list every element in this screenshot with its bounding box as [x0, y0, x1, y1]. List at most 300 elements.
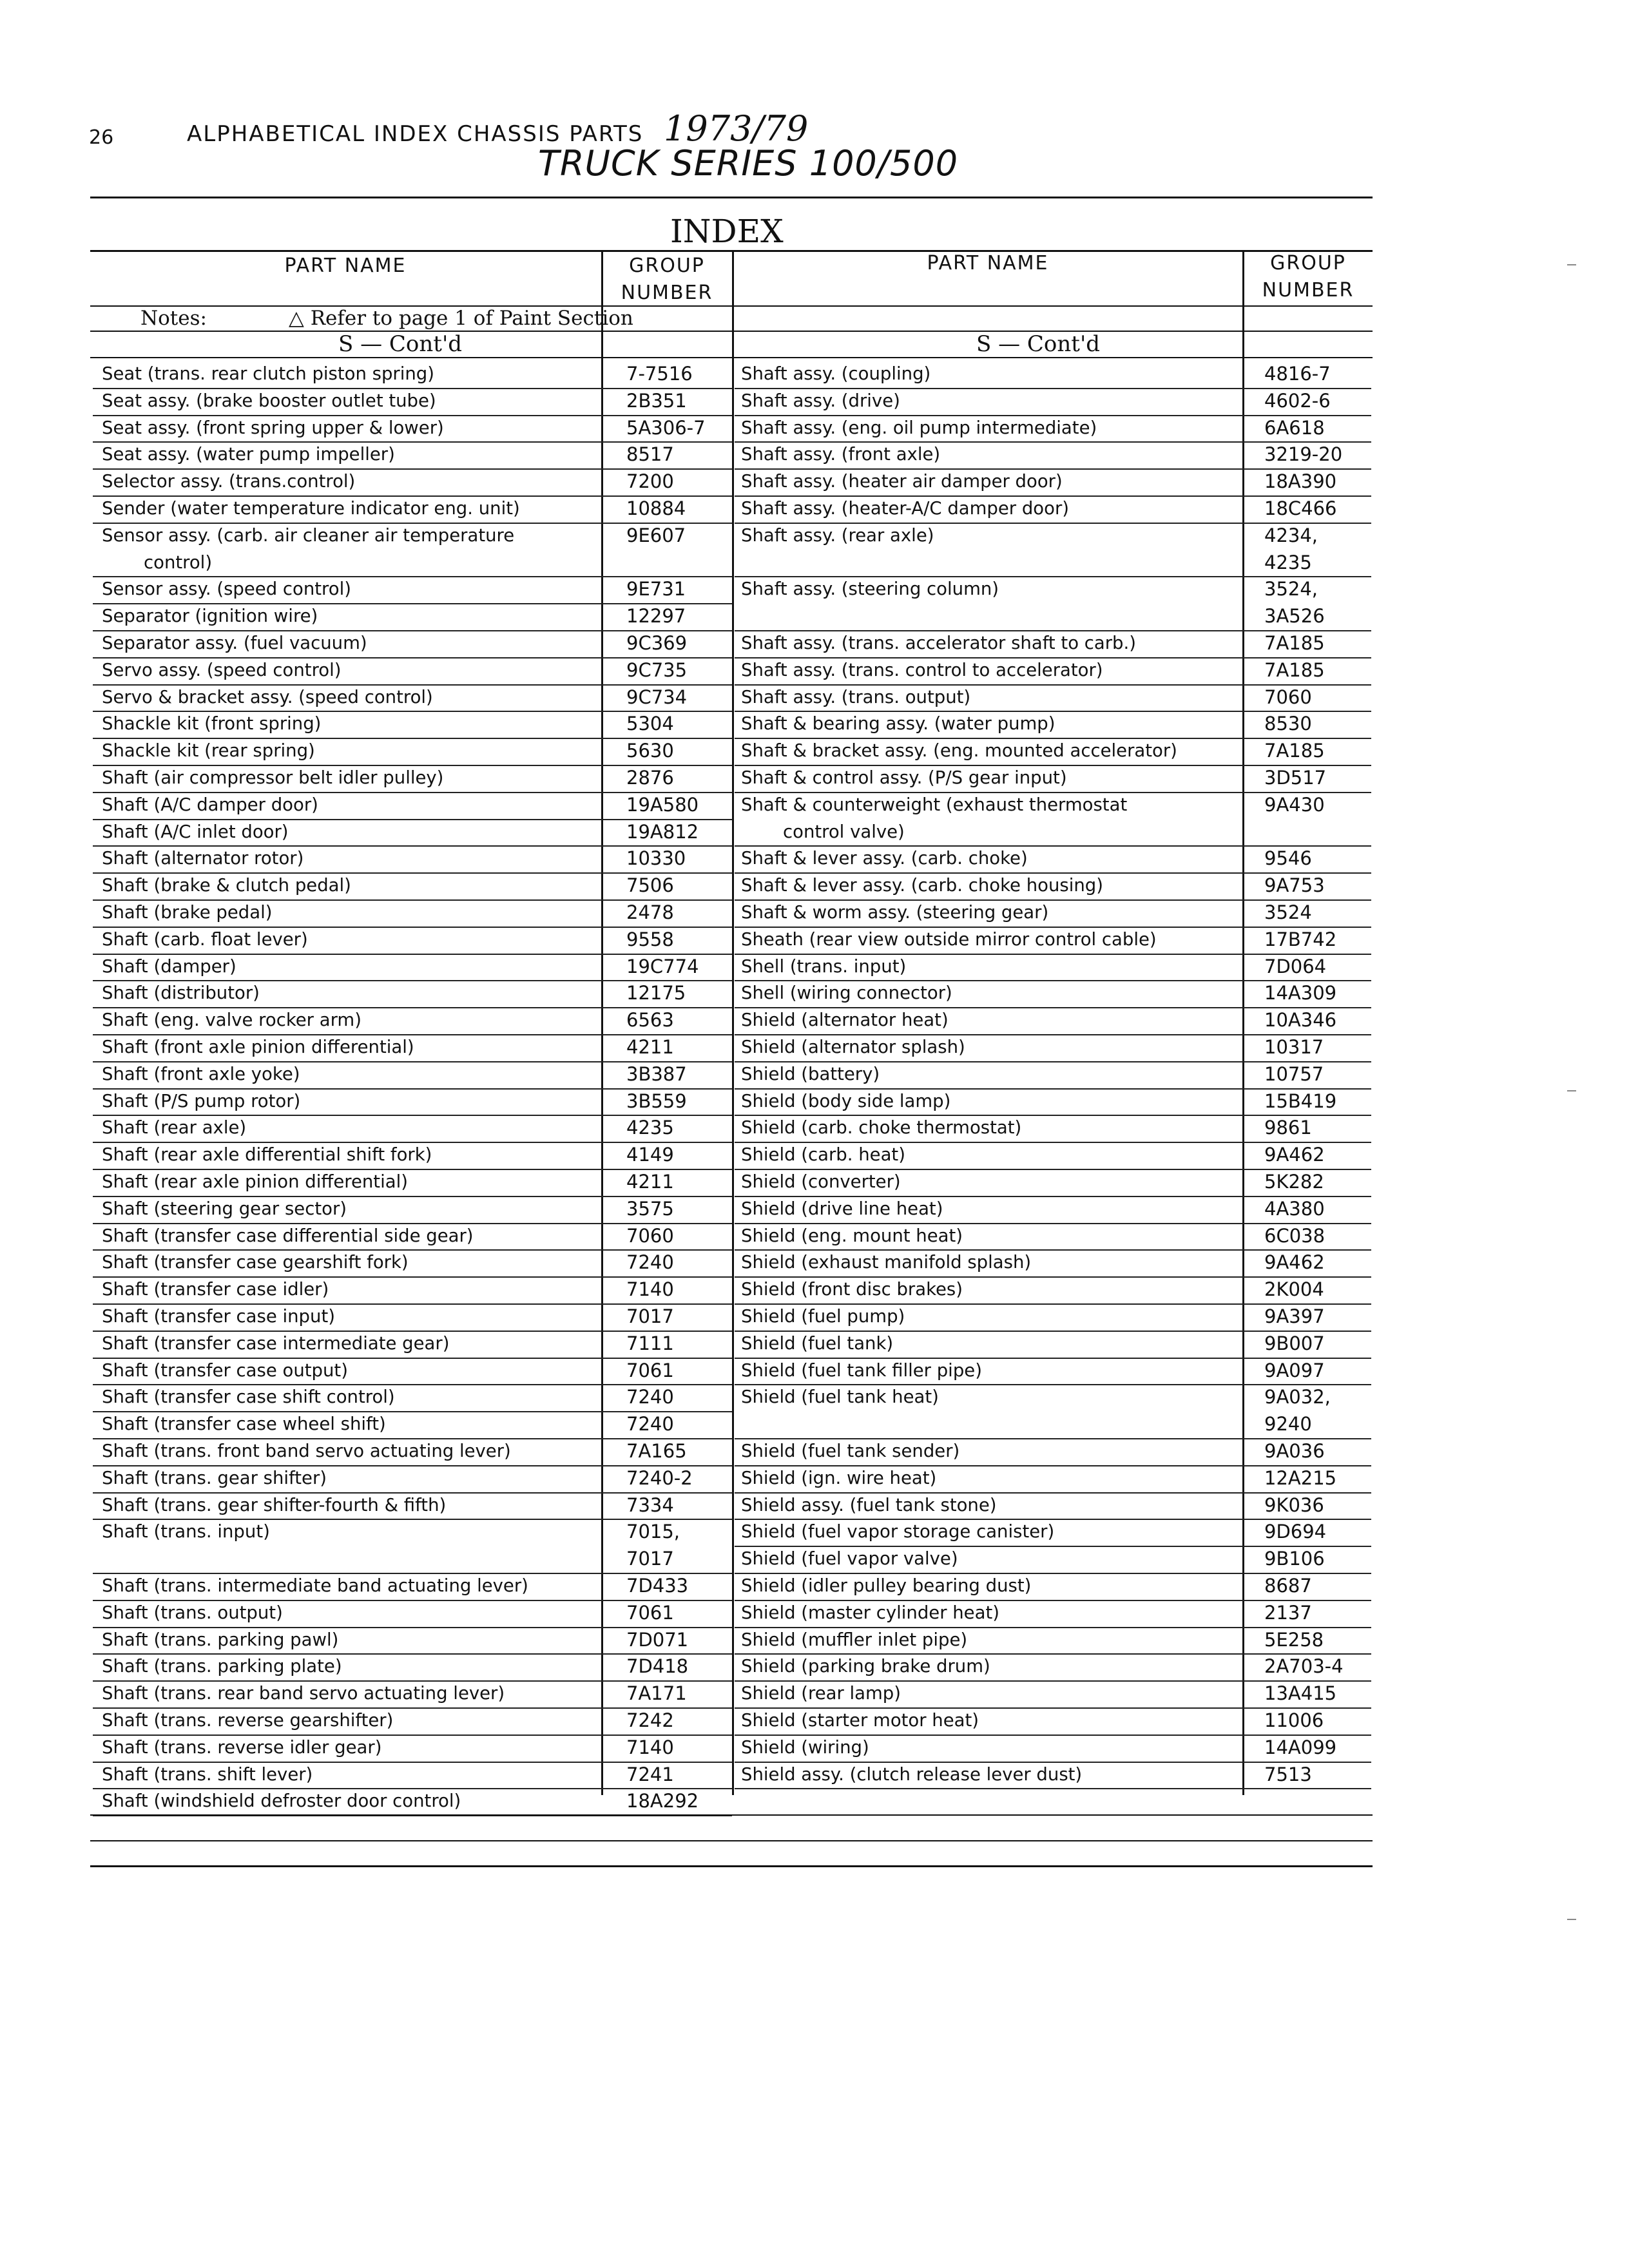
part-name-continued: control valve): [783, 821, 905, 842]
table-row: [735, 711, 1371, 739]
table-row: [93, 765, 732, 793]
part-name: Shield (alternator splash): [741, 1037, 965, 1057]
group-number: 7A185: [1264, 632, 1325, 654]
part-name: Separator (ignition wire): [102, 606, 318, 627]
table-row: [735, 576, 1371, 631]
table-row: [735, 1438, 1371, 1466]
part-name: Shaft assy. (rear axle): [741, 524, 934, 546]
index-title: INDEX: [670, 213, 784, 250]
part-name: Servo assy. (speed control): [102, 659, 342, 680]
table-row: [93, 927, 732, 955]
part-name: Shield (fuel vapor valve): [741, 1548, 958, 1570]
part-name: Shaft (A/C inlet door): [102, 821, 289, 842]
group-number: 12175: [626, 982, 686, 1004]
part-name: Shaft (transfer case differential side gear): [102, 1225, 474, 1246]
table-row: [93, 1492, 732, 1521]
group-number-continued: 4235: [1264, 551, 1312, 573]
part-name: Shaft (rear axle pinion differential): [102, 1171, 408, 1192]
table-row: [93, 1088, 732, 1117]
part-name: Shaft (trans. reverse gearshifter): [102, 1710, 394, 1731]
part-name-continued: control): [144, 552, 213, 573]
group-number: 9E731: [626, 578, 686, 601]
table-row: [93, 1788, 732, 1816]
group-number: 9A097: [1264, 1359, 1325, 1381]
part-name: Shield (eng. mount heat): [741, 1225, 963, 1246]
group-number: 4211: [626, 1036, 674, 1058]
part-name: Shaft assy. (trans. control to accelerator): [741, 659, 1103, 680]
table-row: [93, 1707, 732, 1736]
table-row: [735, 765, 1371, 793]
table-row: [93, 1249, 732, 1278]
part-name: Shield (carb. choke thermostat): [741, 1117, 1022, 1139]
part-name: Shaft (A/C damper door): [102, 794, 318, 815]
group-number: 9A397: [1264, 1305, 1325, 1327]
part-name: Shield (front disc brakes): [741, 1279, 963, 1300]
table-row: [93, 792, 732, 820]
table-row: [93, 1007, 732, 1035]
group-number: 14A309: [1264, 982, 1337, 1004]
part-name: Shaft (brake pedal): [102, 902, 273, 923]
table-row: [735, 1223, 1371, 1251]
part-name: Shaft (trans. shift lever): [102, 1763, 313, 1785]
group-number-continued: 9240: [1264, 1413, 1312, 1436]
part-name: Shield (muffler inlet pipe): [741, 1629, 968, 1650]
part-name: Shield (fuel tank filler pipe): [741, 1360, 982, 1381]
part-name: Seat (trans. rear clutch piston spring): [102, 363, 434, 384]
part-name: Shield assy. (clutch release lever dust): [741, 1763, 1083, 1785]
group-number: 3B559: [626, 1090, 687, 1112]
notes-label: Notes:: [140, 307, 207, 330]
group-number: 7A171: [626, 1682, 687, 1705]
table-row: [93, 845, 732, 874]
group-number: 2K004: [1264, 1278, 1324, 1301]
part-name: Shaft (front axle pinion differential): [102, 1037, 414, 1057]
table-row: [93, 1331, 732, 1359]
table-row: [735, 1276, 1371, 1305]
group-number: 7015,: [626, 1521, 680, 1543]
footer-rule-1: [90, 1814, 1373, 1816]
part-name: Shaft (transfer case gearshift fork): [102, 1252, 409, 1273]
table-row: [93, 1034, 732, 1062]
part-name: Shaft assy. (eng. oil pump intermediate): [741, 417, 1097, 438]
part-name: Shaft & counterweight (exhaust thermostat: [741, 794, 1128, 815]
group-number: 9A753: [1264, 874, 1325, 897]
part-name: Shaft (trans. parking plate): [102, 1656, 342, 1677]
table-row: [93, 1465, 732, 1494]
group-number: 7A165: [626, 1440, 687, 1462]
group-number: 9A462: [1264, 1144, 1325, 1166]
table-row: [93, 980, 732, 1008]
group-number: 7061: [626, 1601, 674, 1624]
part-name: Shaft (transfer case output): [102, 1360, 348, 1381]
part-name: Shaft (trans. rear band servo actuating lever): [102, 1683, 505, 1704]
right-section-heading: S — Cont'd: [976, 331, 1101, 357]
part-name: Shaft (transfer case shift control): [102, 1387, 395, 1408]
part-name: Shield (parking brake drum): [741, 1656, 990, 1677]
group-number: 11006: [1264, 1709, 1324, 1731]
group-number: 14A099: [1264, 1736, 1337, 1758]
group-number: 9B106: [1264, 1548, 1325, 1570]
table-row: [93, 1762, 732, 1790]
part-name: Shaft (trans. output): [102, 1602, 283, 1623]
table-row: [735, 1680, 1371, 1709]
part-name: Servo & bracket assy. (speed control): [102, 686, 433, 707]
group-number: 2137: [1264, 1601, 1312, 1624]
table-row: [93, 495, 732, 524]
right-group-number-header: [1244, 250, 1373, 304]
group-number: 10330: [626, 847, 686, 870]
page-number: 26: [89, 126, 114, 149]
part-name: Shield (alternator heat): [741, 1010, 949, 1031]
table-row: [93, 1358, 732, 1386]
table-row: [735, 1653, 1371, 1682]
table-row: [93, 954, 732, 982]
table-row: [735, 845, 1371, 874]
table-row: [93, 899, 732, 928]
right-group-header-line2: NUMBER: [1262, 279, 1354, 302]
group-number: 9D694: [1264, 1521, 1327, 1543]
part-name: Selector assy. (trans.control): [102, 471, 356, 492]
table-row: [735, 927, 1371, 955]
part-name: Shaft (trans. reverse idler gear): [102, 1736, 382, 1758]
table-row: [735, 1762, 1371, 1790]
group-number: 2876: [626, 767, 674, 789]
group-number: 7240: [626, 1386, 674, 1408]
group-number: 6C038: [1264, 1224, 1325, 1247]
table-row: [93, 630, 732, 658]
group-number: 4816-7: [1264, 363, 1331, 385]
table-row: [93, 388, 732, 416]
group-number: 5630: [626, 740, 674, 762]
part-name: Shield (master cylinder heat): [741, 1602, 999, 1623]
table-row: [735, 1707, 1371, 1736]
group-number: 9861: [1264, 1117, 1312, 1139]
table-row: [735, 1303, 1371, 1332]
group-number: 7240: [626, 1251, 674, 1274]
group-number: 3B387: [626, 1062, 687, 1085]
part-name: Shaft (eng. valve rocker arm): [102, 1010, 361, 1031]
group-number: 3D517: [1264, 767, 1327, 789]
table-row: [93, 1115, 732, 1143]
left-group-header-line1: GROUP: [629, 255, 705, 277]
table-row: [93, 1680, 732, 1709]
table-row: [93, 1276, 732, 1305]
table-row: [735, 792, 1371, 847]
part-name: Shackle kit (front spring): [102, 713, 322, 735]
group-number: 9K036: [1264, 1494, 1324, 1516]
table-row: [93, 1438, 732, 1466]
footer-rule-2: [90, 1840, 1373, 1841]
group-number: 17B742: [1264, 928, 1337, 950]
group-number: 19A812: [626, 820, 699, 843]
part-name: Shaft (trans. parking pawl): [102, 1629, 339, 1650]
group-number: 2B351: [626, 389, 687, 412]
group-number: 3524: [1264, 901, 1312, 923]
table-row: [735, 1034, 1371, 1062]
table-row: [735, 1492, 1371, 1521]
table-row: [93, 1627, 732, 1655]
group-number: 4211: [626, 1171, 674, 1193]
group-number: 10884: [626, 497, 686, 519]
group-number: 4602-6: [1264, 389, 1331, 412]
part-name: Shield (carb. heat): [741, 1144, 905, 1166]
table-row: [735, 1465, 1371, 1494]
table-row: [735, 1061, 1371, 1090]
group-number: 3524,: [1264, 578, 1318, 601]
table-row: [93, 603, 732, 631]
section-rule: [90, 357, 1373, 358]
footer-rule-3: [90, 1865, 1373, 1867]
part-name: Shaft & bracket assy. (eng. mounted accelerator): [741, 740, 1177, 762]
part-name: Shaft (air compressor belt idler pulley): [102, 767, 444, 788]
group-number: 7-7516: [626, 363, 693, 385]
group-number: 9C369: [626, 632, 688, 654]
edge-mark: [1567, 264, 1576, 265]
group-number: 7061: [626, 1359, 674, 1381]
group-number: 4149: [626, 1144, 674, 1166]
group-number: 7A185: [1264, 740, 1325, 762]
table-row: [93, 1061, 732, 1090]
group-number: 13A415: [1264, 1682, 1337, 1705]
group-number: 9558: [626, 928, 674, 950]
table-row: [735, 468, 1371, 497]
part-name: Sensor assy. (carb. air cleaner air temperature: [102, 524, 515, 546]
part-name: Shaft (trans. gear shifter-fourth & fifth): [102, 1494, 447, 1515]
group-number: 7D433: [626, 1575, 689, 1597]
group-number: 2A703-4: [1264, 1655, 1344, 1678]
group-number: 9B007: [1264, 1332, 1325, 1354]
part-name: Shield (battery): [741, 1063, 880, 1084]
group-number: 7D071: [626, 1628, 689, 1651]
table-row: [93, 684, 732, 713]
table-row: [735, 1384, 1371, 1439]
group-number: 18A390: [1264, 470, 1337, 493]
table-row: [735, 1358, 1371, 1386]
group-number: 9E607: [626, 524, 686, 546]
group-number: 5K282: [1264, 1171, 1324, 1193]
part-name: Shaft (transfer case idler): [102, 1279, 329, 1300]
table-row: [735, 630, 1371, 658]
group-number: 7140: [626, 1736, 674, 1758]
group-number: 7240: [626, 1413, 674, 1436]
table-row: [93, 1600, 732, 1628]
group-number: 7A185: [1264, 658, 1325, 681]
group-number: 12A215: [1264, 1466, 1337, 1489]
group-number: 7242: [626, 1709, 674, 1731]
group-number: 7017: [626, 1305, 674, 1327]
part-name: Shaft & worm assy. (steering gear): [741, 902, 1049, 923]
part-name: Shield assy. (fuel tank stone): [741, 1494, 997, 1515]
table-row: [735, 872, 1371, 901]
table-row: [93, 657, 732, 686]
table-row: [735, 415, 1371, 443]
part-name: Shield (rear lamp): [741, 1683, 901, 1704]
part-name: Shield (fuel tank sender): [741, 1441, 960, 1461]
part-name: Shield (drive line heat): [741, 1198, 943, 1219]
part-name: Shield (converter): [741, 1171, 901, 1192]
group-number: 3575: [626, 1197, 674, 1220]
table-row: [735, 1600, 1371, 1628]
group-number: 10317: [1264, 1036, 1324, 1058]
part-name: Shaft (trans. intermediate band actuating lever): [102, 1575, 528, 1596]
group-number: 8517: [626, 443, 674, 466]
table-row: [735, 954, 1371, 982]
part-name: Shell (trans. input): [741, 956, 907, 977]
table-row: [735, 1007, 1371, 1035]
table-row: [93, 872, 732, 901]
table-row: [93, 1653, 732, 1682]
part-name: Shaft assy. (drive): [741, 390, 900, 411]
part-name: Shaft (alternator rotor): [102, 848, 304, 869]
part-name: Shackle kit (rear spring): [102, 740, 315, 762]
part-name: Shaft assy. (heater-A/C damper door): [741, 498, 1069, 519]
part-name: Shaft (transfer case input): [102, 1306, 335, 1327]
page-title: ALPHABETICAL INDEX CHASSIS PARTS: [187, 121, 644, 147]
part-name: Shaft assy. (steering column): [741, 579, 999, 600]
part-name: Shaft (rear axle): [102, 1117, 247, 1139]
part-name: Shaft (trans. gear shifter): [102, 1467, 327, 1488]
part-name: Sensor assy. (speed control): [102, 579, 351, 600]
group-number: 7334: [626, 1494, 674, 1516]
part-name: Shield (wiring): [741, 1736, 869, 1758]
table-row: [93, 1142, 732, 1170]
table-row: [93, 1573, 732, 1601]
table-row: [735, 1249, 1371, 1278]
table-row: [735, 495, 1371, 524]
part-name: Shaft (damper): [102, 956, 236, 977]
group-number: 7240-2: [626, 1466, 693, 1489]
part-name: Shaft (distributor): [102, 983, 260, 1004]
part-name: Shield (fuel tank): [741, 1332, 894, 1354]
table-row: [735, 1088, 1371, 1117]
table-row: [93, 523, 732, 578]
table-row: [93, 1411, 732, 1439]
table-row: [735, 738, 1371, 766]
table-row: [93, 415, 732, 443]
part-name: Shield (fuel vapor storage canister): [741, 1521, 1055, 1542]
part-name: Shield (fuel pump): [741, 1306, 905, 1327]
part-name: Shaft (brake & clutch pedal): [102, 875, 351, 896]
group-number: 2478: [626, 901, 674, 923]
table-row: [93, 1735, 732, 1763]
part-name: Shield (body side lamp): [741, 1090, 951, 1111]
table-row: [93, 1303, 732, 1332]
left-part-name-header: PART NAME: [284, 255, 407, 277]
table-row: [735, 441, 1371, 470]
table-row: [93, 441, 732, 470]
group-number: 10757: [1264, 1062, 1324, 1085]
part-name: Shaft assy. (heater air damper door): [741, 471, 1063, 492]
table-row: [735, 1169, 1371, 1197]
group-number: 5A306-7: [626, 416, 706, 439]
group-number: 19C774: [626, 955, 699, 977]
part-name: Shaft assy. (coupling): [741, 363, 931, 384]
group-number: 9546: [1264, 847, 1312, 870]
part-name: Sender (water temperature indicator eng. unit): [102, 498, 520, 519]
group-number: 18C466: [1264, 497, 1337, 519]
group-number: 7506: [626, 874, 674, 897]
group-number: 9A462: [1264, 1251, 1325, 1274]
group-number: 7060: [1264, 686, 1312, 708]
group-number-continued: 3A526: [1264, 605, 1325, 628]
table-row: [735, 1331, 1371, 1359]
group-number: 12297: [626, 605, 686, 628]
table-row: [735, 1546, 1371, 1574]
part-name: Shield (idler pulley bearing dust): [741, 1575, 1032, 1596]
table-row: [735, 523, 1371, 578]
group-number-continued: 7017: [626, 1548, 674, 1570]
table-row: [735, 1196, 1371, 1224]
group-number: 5E258: [1264, 1628, 1324, 1651]
group-number: 4235: [626, 1117, 674, 1139]
part-name: Shaft (trans. front band servo actuating lever): [102, 1441, 511, 1461]
header-rule: [90, 197, 1373, 198]
part-name: Sheath (rear view outside mirror control cable): [741, 928, 1157, 950]
part-name: Shaft (rear axle differential shift fork): [102, 1144, 432, 1166]
notes-text: △ Refer to page 1 of Paint Section: [289, 307, 633, 330]
truck-series: TRUCK SERIES 100/500: [538, 143, 959, 184]
table-row: [735, 899, 1371, 928]
table-row: [735, 1519, 1371, 1547]
part-name: Shaft (transfer case wheel shift): [102, 1414, 386, 1435]
group-number: 10A346: [1264, 1009, 1337, 1032]
table-row: [93, 1384, 732, 1412]
part-name: Shaft (trans. input): [102, 1521, 270, 1542]
part-name: Shaft & lever assy. (carb. choke housing): [741, 875, 1103, 896]
group-number: 7D064: [1264, 955, 1327, 977]
table-row: [93, 1196, 732, 1224]
group-number: 3219-20: [1264, 443, 1343, 466]
part-name: Seat assy. (front spring upper & lower): [102, 417, 444, 438]
part-name: Shaft (P/S pump rotor): [102, 1090, 301, 1111]
group-number: 9C735: [626, 658, 688, 681]
group-number: 7060: [626, 1224, 674, 1247]
part-name: Seat assy. (water pump impeller): [102, 444, 395, 465]
table-row: [735, 1573, 1371, 1601]
part-name: Shell (wiring connector): [741, 983, 952, 1004]
part-name: Shaft (transfer case intermediate gear): [102, 1332, 450, 1354]
table-row: [93, 468, 732, 497]
right-part-name-header: PART NAME: [927, 252, 1049, 274]
left-group-header-line2: NUMBER: [621, 282, 713, 304]
part-name: Shaft & lever assy. (carb. choke): [741, 848, 1028, 869]
group-number: 7513: [1264, 1763, 1312, 1785]
part-name: Shaft (steering gear sector): [102, 1198, 347, 1219]
part-name: Shaft assy. (front axle): [741, 444, 941, 465]
group-number: 9A036: [1264, 1440, 1325, 1462]
part-name: Seat assy. (brake booster outlet tube): [102, 390, 436, 411]
part-name: Shield (starter motor heat): [741, 1710, 979, 1731]
group-number: 15B419: [1264, 1090, 1337, 1112]
table-row: [93, 711, 732, 739]
part-name: Separator assy. (fuel vacuum): [102, 633, 367, 653]
table-row: [93, 1223, 732, 1251]
group-number: 4A380: [1264, 1197, 1325, 1220]
group-number: 7D418: [626, 1655, 689, 1678]
left-section-heading: S — Cont'd: [338, 331, 463, 357]
part-name: Shaft & control assy. (P/S gear input): [741, 767, 1067, 788]
table-row: [93, 738, 732, 766]
table-row: [735, 388, 1371, 416]
table-row: [93, 1169, 732, 1197]
part-name: Shaft assy. (trans. output): [741, 686, 971, 707]
model-years: 1973/79: [664, 108, 809, 149]
part-name: Shield (fuel tank heat): [741, 1387, 939, 1408]
table-row: [735, 361, 1371, 389]
group-number: 8687: [1264, 1575, 1312, 1597]
part-name: Shaft assy. (trans. accelerator shaft to carb.): [741, 633, 1136, 653]
table-row: [735, 1627, 1371, 1655]
